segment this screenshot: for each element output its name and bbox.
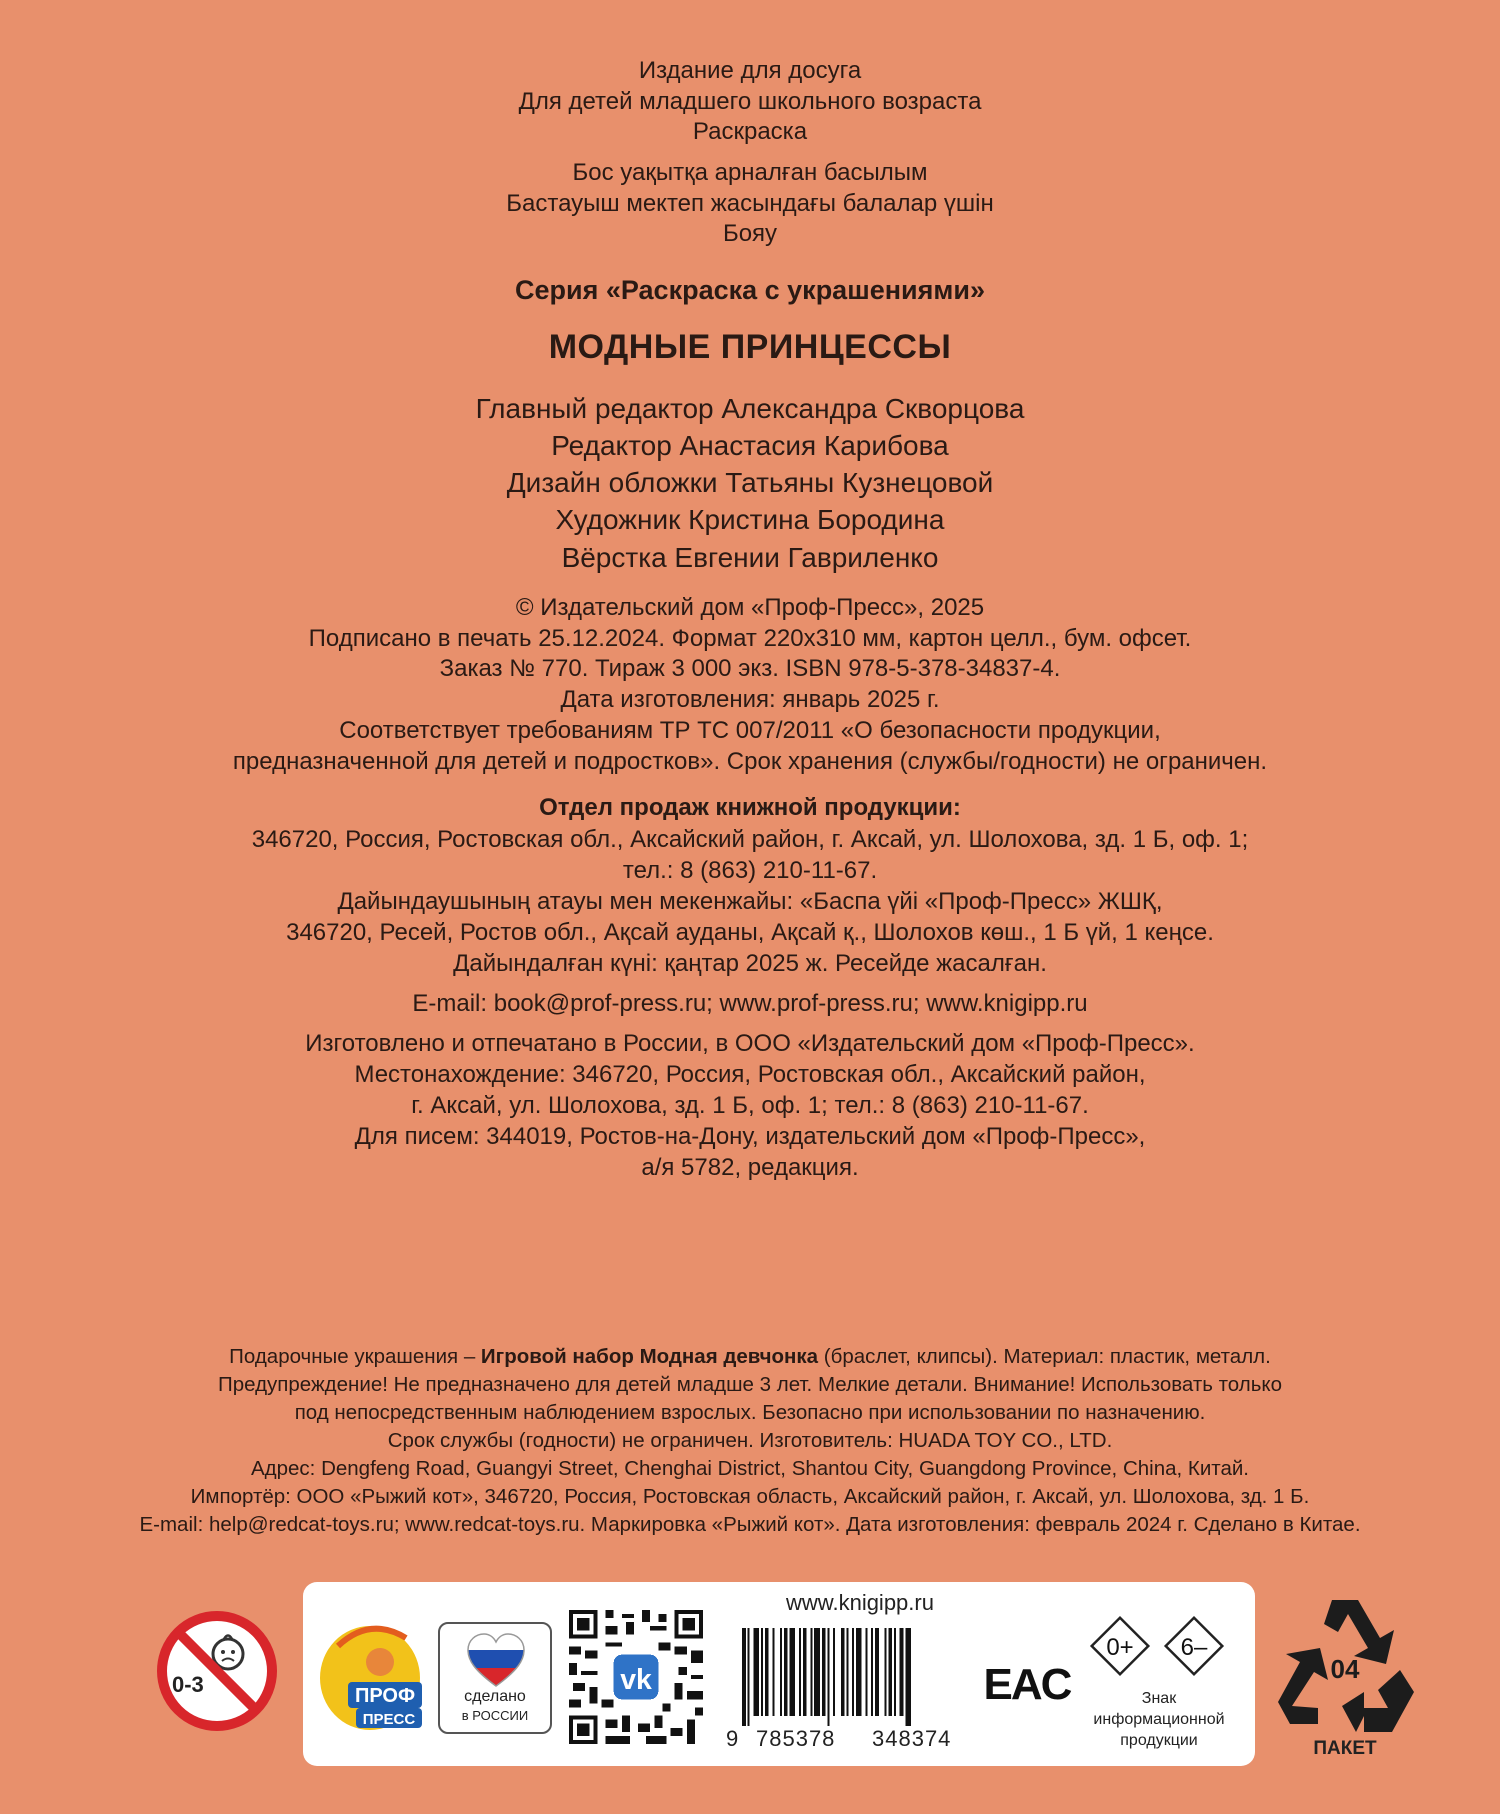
- barcode-bar: [847, 1628, 849, 1716]
- recycle-icon: [1272, 1592, 1418, 1738]
- barcode-bar: [765, 1628, 769, 1716]
- printed-line-4: Для писем: 344019, Ростов-на-Дону, издательский дом «Проф-Пресс»,: [354, 1123, 1146, 1150]
- isbn-group-1: 785378: [756, 1726, 836, 1751]
- header-ru-line-2: Для детей младшего школьного возраста: [518, 88, 982, 115]
- made-in-text-2: в РОССИИ: [461, 1708, 529, 1723]
- imprint-line-4: Дата изготовления: январь 2025 г.: [560, 686, 940, 713]
- eac-text: EAC: [983, 1660, 1071, 1709]
- gift-line-7: E-mail: help@redcat-toys.ru; www.redcat-toys.ru. Маркировка «Рыжий кот». Дата изготовления: февраль 2024 г. Сделано в Китае.: [139, 1513, 1361, 1536]
- barcode-bar: [822, 1628, 826, 1716]
- made-in-russia-badge: [438, 1622, 552, 1734]
- barcode-bar: [780, 1628, 782, 1716]
- gift-product-name: Игровой набор Модная девчонка: [480, 1345, 819, 1368]
- gift-line-1-c: (браслет, клипсы). Материал: пластик, металл.: [818, 1345, 1271, 1368]
- gift-line-3: под непосредственным наблюдением взрослых. Безопасно при использовании по назначению.: [294, 1401, 1206, 1424]
- barcode-bar: [742, 1628, 746, 1726]
- znak-line-1: Знак: [1141, 1690, 1177, 1707]
- prof-press-logo: [318, 1616, 430, 1736]
- barcode-bar: [856, 1628, 862, 1716]
- qr-code[interactable]: [568, 1610, 704, 1744]
- series-title: Серия «Раскраска с украшениями»: [515, 275, 985, 305]
- gift-line-2: Предупреждение! Не предназначено для детей младше 3 лет. Мелкие детали. Внимание! Использовать только: [218, 1373, 1282, 1396]
- barcode-bar: [799, 1628, 801, 1716]
- sales-line-1: 346720, Россия, Ростовская обл., Аксайский район, г. Аксай, ул. Шолохова, зд. 1 Б, оф. 1;: [251, 826, 1249, 853]
- barcode-bar: [828, 1628, 830, 1726]
- sales-line-4: 346720, Ресей, Ростов обл., Ақсай ауданы, Ақсай қ., Шолохов көш., 1 Б үй, 1 кеңсе.: [286, 919, 1214, 946]
- barcode-bar: [784, 1628, 788, 1716]
- credit-line-3: Дизайн обложки Татьяны Кузнецовой: [506, 467, 994, 498]
- credit-line-2: Редактор Анастасия Карибова: [551, 430, 949, 461]
- barcode-bar: [748, 1628, 750, 1726]
- age-0-plus-badge: [1086, 1612, 1154, 1680]
- printed-line-2: Местонахождение: 346720, Россия, Ростовская обл., Аксайский район,: [354, 1061, 1146, 1088]
- barcode-bar: [866, 1628, 868, 1716]
- header-kz-line-1: Бос уақытқа арналған басылым: [572, 159, 928, 186]
- barcode-bar: [894, 1628, 896, 1716]
- barcode-bar: [888, 1628, 892, 1716]
- site-url: www.knigipp.ru: [786, 1590, 934, 1615]
- imprint-line-2: Подписано в печать 25.12.2024. Формат 220х310 мм, картон целл., бум. офсет.: [308, 625, 1192, 652]
- barcode-bar: [790, 1628, 796, 1716]
- isbn-barcode: [740, 1628, 970, 1726]
- logo-text-1: ПРОФ: [354, 1685, 416, 1707]
- isbn-group-2: 348374: [872, 1726, 952, 1751]
- not-for-under-3-icon: [156, 1610, 278, 1732]
- gift-line-1-a: Подарочные украшения –: [229, 1345, 481, 1368]
- email-line: E-mail: book@prof-press.ru; www.prof-press.ru; www.knigipp.ru: [412, 990, 1088, 1017]
- credit-line-1: Главный редактор Александра Скворцова: [475, 393, 1025, 424]
- credit-line-4: Художник Кристина Бородина: [555, 504, 945, 535]
- sales-line-5: Дайындалған күні: қаңтар 2025 ж. Ресейде жасалған.: [453, 950, 1047, 977]
- barcode-bar: [753, 1628, 759, 1716]
- sales-line-3: Дайындаушының атауы мен мекенжайы: «Баспа үйі «Проф-Пресс» ЖШҚ,: [337, 888, 1163, 915]
- made-in-text-1: сделано: [464, 1688, 526, 1705]
- svg-text:vk: vk: [620, 1664, 652, 1697]
- barcode-bar: [772, 1628, 774, 1716]
- barcode-bar: [852, 1628, 854, 1716]
- header-kz-line-2: Бастауыш мектеп жасындағы балалар үшін: [506, 190, 994, 217]
- age-6-badge: [1160, 1612, 1228, 1680]
- age-6-text: 6–: [1180, 1634, 1208, 1661]
- sales-line-2: тел.: 8 (863) 210-11-67.: [622, 857, 878, 884]
- russia-heart-icon: [466, 1632, 526, 1688]
- printed-line-3: г. Аксай, ул. Шолохова, зд. 1 Б, оф. 1; тел.: 8 (863) 210-11-67.: [411, 1092, 1089, 1119]
- recycle-material-label: ПАКЕТ: [1313, 1738, 1377, 1759]
- gift-line-6: Импортёр: ООО «Рыжий кот», 346720, Россия, Ростовская область, Аксайский район, г. Аксай, ул. Шолохова, зд. 1 Б.: [190, 1485, 1310, 1508]
- header-kz-line-3: Бояу: [722, 220, 778, 247]
- barcode-bar: [875, 1628, 879, 1716]
- barcode-bar: [900, 1628, 904, 1716]
- book-title: МОДНЫЕ ПРИНЦЕССЫ: [548, 328, 952, 366]
- eac-mark-icon: [983, 1642, 1071, 1712]
- barcode-bar: [841, 1628, 845, 1716]
- imprint-line-5: Соответствует требованиям ТР ТС 007/2011 «О безопасности продукции,: [339, 717, 1161, 744]
- credit-line-5: Вёрстка Евгении Гавриленко: [561, 542, 939, 573]
- info-product-sign-caption: [1070, 1688, 1248, 1751]
- barcode-bar: [810, 1628, 812, 1716]
- sales-heading: Отдел продаж книжной продукции:: [539, 794, 961, 821]
- barcode-bar: [905, 1628, 911, 1726]
- imprint-line-3: Заказ № 770. Тираж 3 000 экз. ISBN 978-5-378-34837-4.: [439, 655, 1061, 682]
- znak-line-2: информационной: [1093, 1711, 1225, 1728]
- barcode-bar: [871, 1628, 873, 1716]
- imprint-line-1: © Издательский дом «Проф-Пресс», 2025: [515, 594, 985, 621]
- znak-line-3: продукции: [1120, 1732, 1198, 1749]
- isbn-first-digit: 9: [726, 1726, 739, 1751]
- printed-line-1: Изготовлено и отпечатано в России, в ООО «Издательский дом «Проф-Пресс».: [305, 1030, 1195, 1057]
- barcode-bar: [885, 1628, 887, 1716]
- barcode-bar: [761, 1628, 763, 1716]
- barcode-bar: [814, 1628, 820, 1716]
- header-ru-line-1: Издание для досуга: [638, 57, 862, 84]
- age-restriction-label: 0-3: [172, 1672, 204, 1697]
- imprint-line-6: предназначенной для детей и подростков». Срок хранения (службы/годности) не ограничен.: [232, 748, 1268, 775]
- recycle-code: 04: [1330, 1654, 1360, 1684]
- gift-line-1: [0, 1345, 1500, 1369]
- header-ru-line-3: Раскраска: [692, 118, 808, 145]
- logo-text-2: ПРЕСС: [362, 1711, 416, 1728]
- barcode-bar: [803, 1628, 807, 1716]
- printed-line-5: а/я 5782, редакция.: [641, 1154, 859, 1181]
- gift-line-4: Срок службы (годности) не ограничен. Изготовитель: HUADA TOY CO., LTD.: [387, 1429, 1113, 1452]
- age-0-text: 0+: [1106, 1634, 1134, 1661]
- barcode-bar: [833, 1628, 835, 1716]
- gift-line-5: Адрес: Dengfeng Road, Guangyi Street, Chenghai District, Shantou City, Guangdong Province, China, Китай.: [251, 1457, 1249, 1480]
